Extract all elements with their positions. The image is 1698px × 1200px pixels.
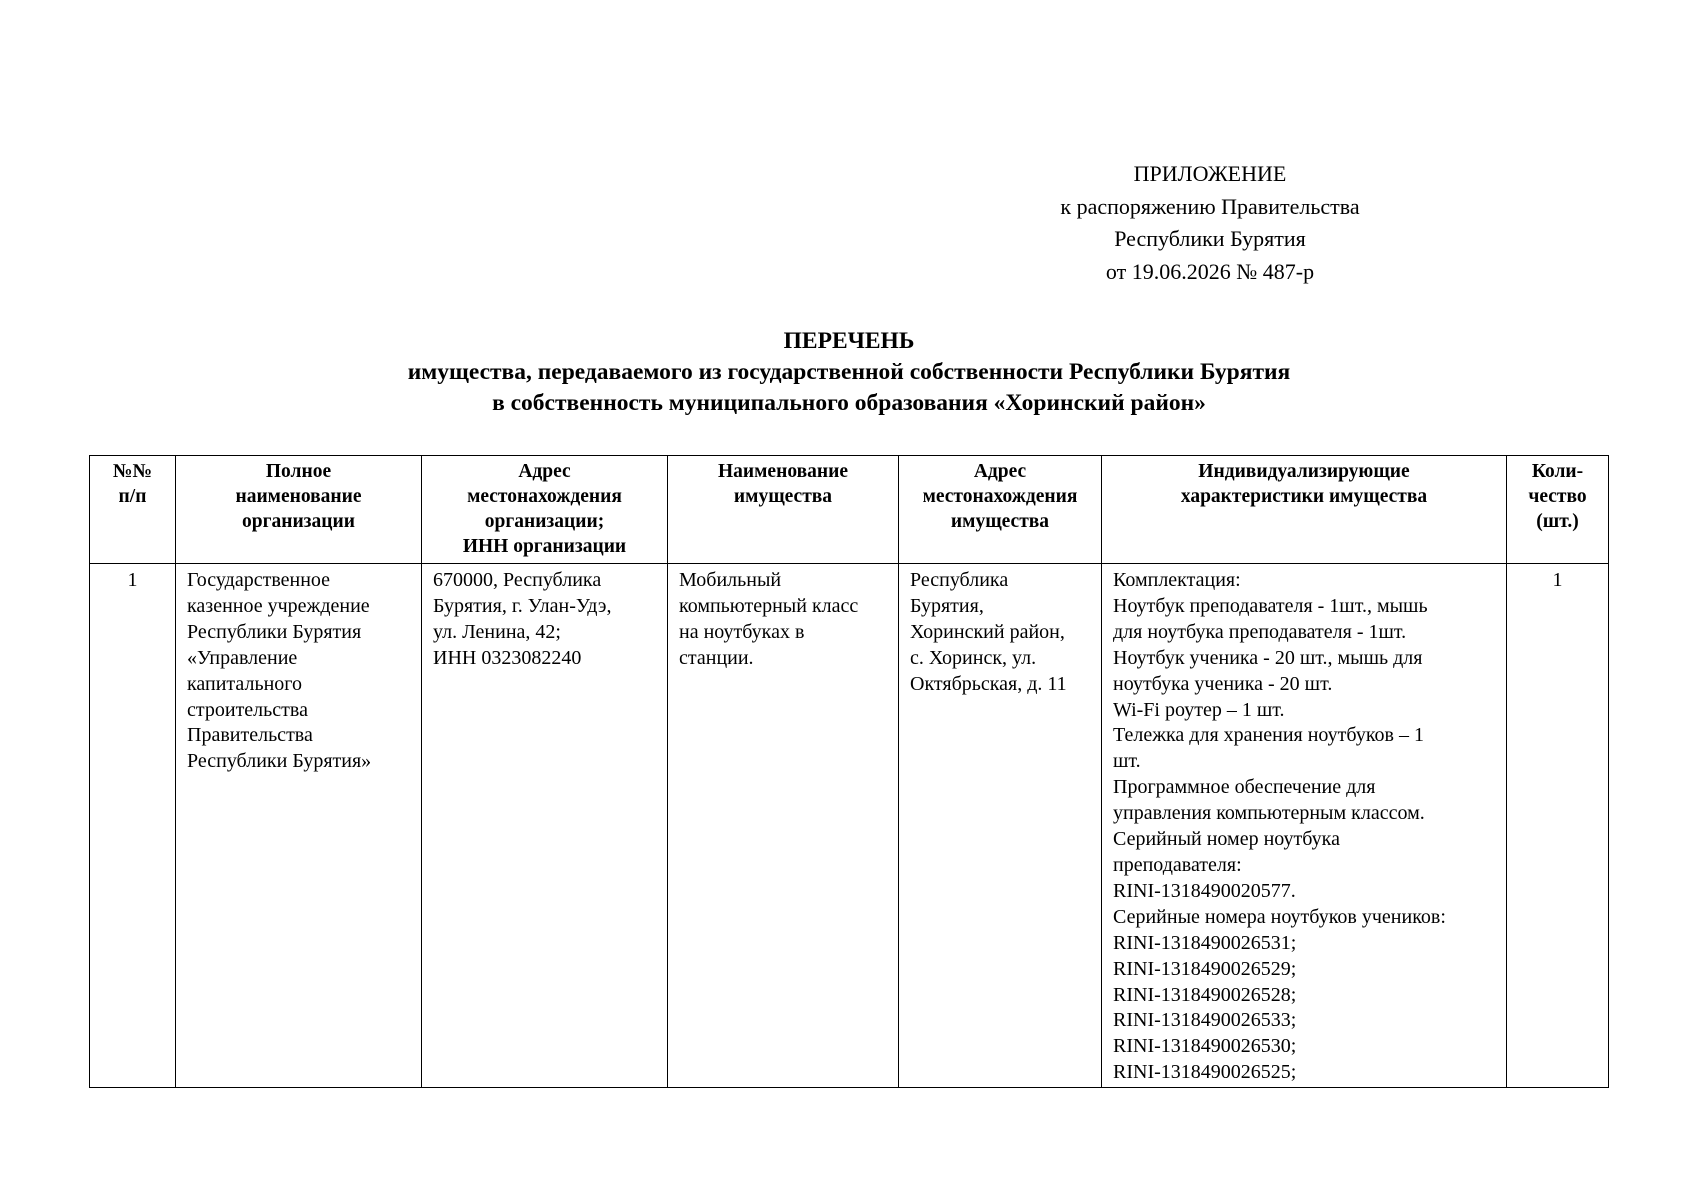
header-characteristics: Индивидуализирующие характеристики имущества: [1102, 456, 1507, 564]
appendix-line: Республики Бурятия: [1114, 226, 1306, 252]
cell-org-address: 670000, Республика Бурятия, г. Улан-Удэ, ул. Ленина, 42; ИНН 0323082240: [422, 564, 668, 1088]
document-subtitle-line: имущества, передаваемого из государственной собственности Республики Бурятия: [407, 359, 1291, 385]
cell-org-name: Государственное казенное учреждение Республики Бурятия «Управление капитального строительства Правительства Республики Бурятия»: [176, 564, 422, 1088]
appendix-date-number: от 19.06.2026 № 487-р: [1105, 258, 1315, 284]
header-org-name: Полное наименование организации: [176, 456, 422, 564]
appendix-block: [1040, 158, 1380, 288]
document-title: ПЕРЕЧЕНЬ: [783, 328, 915, 354]
header-quantity: Коли- чество (шт.): [1507, 456, 1609, 564]
appendix-title: ПРИЛОЖЕНИЕ: [1133, 161, 1287, 186]
header-property-address: Адрес местонахождения имущества: [899, 456, 1102, 564]
header-property-name: Наименование имущества: [668, 456, 899, 564]
header-number: №№ п/п: [90, 456, 176, 564]
cell-characteristics: Комплектация: Ноутбук преподавателя - 1шт., мышь для ноутбука преподавателя - 1шт. Ноутбук ученика - 20 шт., мышь для ноутбука ученика - 20 шт. Wi-Fi роутер – 1 шт. Тележка для хранения ноутбуков – 1 шт. Программное обеспечение для управления компьютерным классом. Серийный номер ноутбука преподавателя: RINI-1318490020577. Серийные номера ноутбуков учеников: RINI-1318490026531; RINI-1318490026529; RINI-1318490026528; RINI-1318490026533; RINI-1318490026530; RINI-1318490026525;: [1102, 564, 1507, 1088]
property-table: [89, 455, 1609, 1088]
document-heading: [0, 326, 1698, 419]
header-org-address: Адрес местонахождения организации; ИНН организации: [422, 456, 668, 564]
cell-property-name: Мобильный компьютерный класс на ноутбуках в станции.: [668, 564, 899, 1088]
cell-quantity: 1: [1507, 564, 1609, 1088]
cell-property-address: Республика Бурятия, Хоринский район, с. Хоринск, ул. Октябрьская, д. 11: [899, 564, 1102, 1088]
table-row: [90, 564, 1609, 1088]
appendix-line: к распоряжению Правительства: [1060, 193, 1360, 219]
document-subtitle-line: в собственность муниципального образования «Хоринский район»: [492, 390, 1206, 416]
table-header-row: [90, 456, 1609, 564]
cell-number: 1: [90, 564, 176, 1088]
